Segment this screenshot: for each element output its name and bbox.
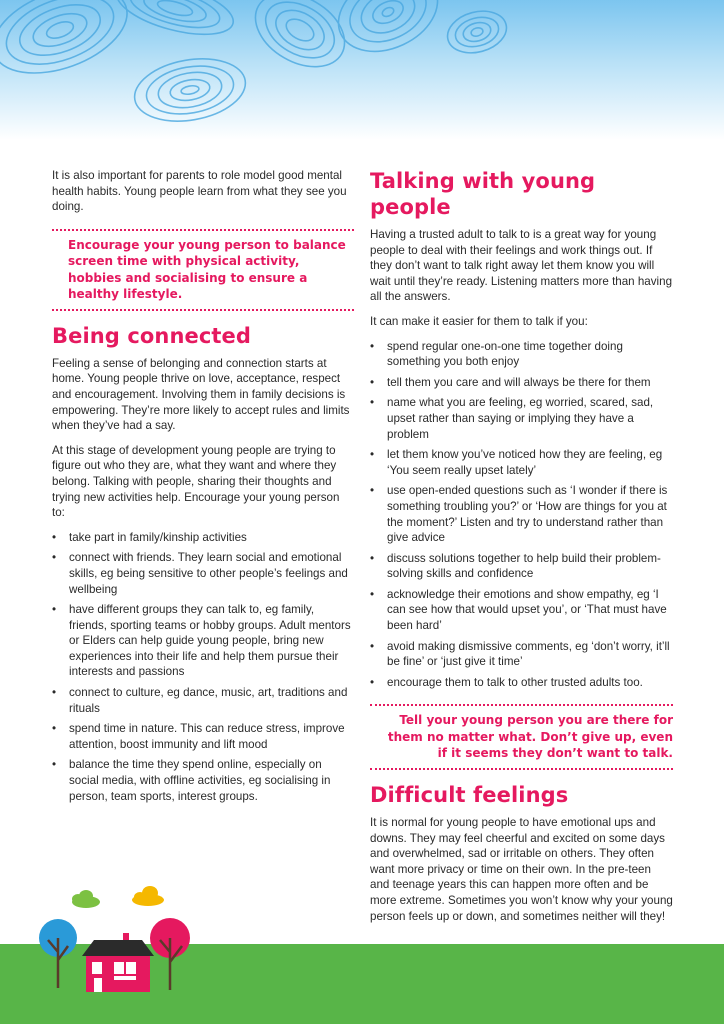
screen-time-callout: [52, 229, 354, 311]
list-item: • have different groups they can talk to, eg family, friends, sporting teams or hobby groups. Adult mentors or Elders can help guide young people, bring new experiences into their life and help them pursue their interests and passions: [52, 603, 351, 679]
bullet-icon: •: [52, 758, 57, 772]
callout-text: Encourage your young person to balance screen time with physical activity, hobbies and socialising to ensure a healthy lifestyle.: [68, 237, 346, 302]
swirl-pattern: [0, 0, 724, 140]
right-column: [370, 168, 673, 933]
bullet-icon: •: [370, 448, 375, 462]
left-column: [52, 168, 354, 809]
house-icon: [82, 933, 154, 992]
bullet-icon: •: [370, 639, 375, 653]
list-item: • connect with friends. They learn social and emotional skills, eg being sensitive to other people’s feelings and wellbeing: [52, 551, 348, 596]
list-item: • spend regular one-on-one time together doing something you both enjoy: [370, 339, 623, 369]
difficult-feelings-heading: Difficult feelings: [370, 782, 569, 807]
list-item: • connect to culture, eg dance, music, art, traditions and rituals: [52, 686, 348, 715]
bullet-icon: •: [370, 396, 375, 410]
belonging-paragraph: Feeling a sense of belonging and connection starts at home. Young people thrive on love, acceptance, respect and encouragement. Involving them in family decisions is empowering. They’re more likely to accept rules and limits when they’ve had a say.: [52, 356, 350, 433]
talking-tips-list: [370, 339, 673, 691]
list-item: • let them know you’ve noticed how they are feeling, eg ‘You seem really upset lately’: [370, 448, 663, 477]
bullet-icon: •: [52, 686, 57, 700]
green-cloud-icon: [72, 890, 100, 908]
list-item: • balance the time they spend online, especially on social media, with offline activities, eg socialising in person, team sports, interest groups.: [52, 758, 331, 803]
bullet-icon: •: [370, 339, 375, 353]
bullet-icon: •: [52, 551, 57, 565]
yellow-cloud-icon: [132, 886, 164, 906]
bullet-icon: •: [52, 603, 57, 617]
support-callout: [370, 704, 673, 770]
list-item: • discuss solutions together to help build their problem-solving skills and confidence: [370, 551, 661, 581]
house-scene-illustration: [30, 880, 210, 1024]
bullet-icon: •: [370, 587, 375, 601]
list-item: • acknowledge their emotions and show empathy, eg ‘I can see how that would upset you’, or ‘That must have been hard’: [370, 587, 667, 633]
being-connected-heading: Being connected: [52, 323, 252, 348]
easier-to-talk-paragraph: It can make it easier for them to talk if you:: [370, 314, 588, 328]
intro-paragraph: It is also important for parents to role model good mental health habits. Young people learn from what they see you doing.: [52, 169, 347, 214]
bullet-icon: •: [370, 551, 375, 565]
bullet-icon: •: [370, 375, 375, 389]
list-item: • name what you are feeling, eg worried, scared, sad, upset rather than saying or implying they have a problem: [370, 396, 654, 441]
bullet-icon: •: [52, 530, 57, 544]
emotions-paragraph: It is normal for young people to have emotional ups and downs. They may feel cheerful and excited on some days and overwhelmed, sad or irritable on others. They often want more privacy or time on their own. In the pre-teen and teenage years this can happen more often and be more extreme. Sometimes you won’t know why your young person feels up or down, and sometimes neither will they!: [370, 815, 673, 923]
list-item: • tell them you care and will always be there for them: [370, 375, 651, 389]
bullet-icon: •: [52, 722, 57, 736]
list-item: • spend time in nature. This can reduce stress, improve attention, boost immunity and lift mood: [52, 722, 345, 751]
development-paragraph: At this stage of development young people are trying to figure out who they are, what they want and where they belong. Talking with people, sharing their thoughts and trying new activities help. Encourage your young person to:: [52, 443, 340, 520]
talking-heading: Talking with young people: [370, 169, 596, 219]
trusted-adult-paragraph: Having a trusted adult to talk to is a great way for young people to deal with their feelings and work things out. If they don’t want to talk right away let them know you will wait until they’re ready. Listening matters more than having all the answers.: [370, 228, 673, 304]
bullet-icon: •: [370, 675, 375, 689]
bullet-icon: •: [370, 484, 375, 498]
list-item: • take part in family/kinship activities: [52, 530, 247, 544]
red-tree-icon: [150, 918, 190, 990]
callout-text: Tell your young person you are there for them no matter what. Don’t give up, even if it seems they don’t want to talk.: [387, 713, 673, 761]
connection-list: [52, 530, 354, 805]
list-item: • use open-ended questions such as ‘I wonder if there is something troubling you?’ or ‘How are things for you at the moment?’ Listen and try to understand rather than give advice: [370, 484, 668, 545]
list-item: • encourage them to talk to other trusted adults too.: [370, 675, 643, 689]
blue-tree-icon: [39, 919, 77, 988]
list-item: • avoid making dismissive comments, eg ‘don’t worry, it’ll be fine’ or ‘just give it time’: [370, 639, 670, 669]
sky-banner: [0, 0, 724, 140]
